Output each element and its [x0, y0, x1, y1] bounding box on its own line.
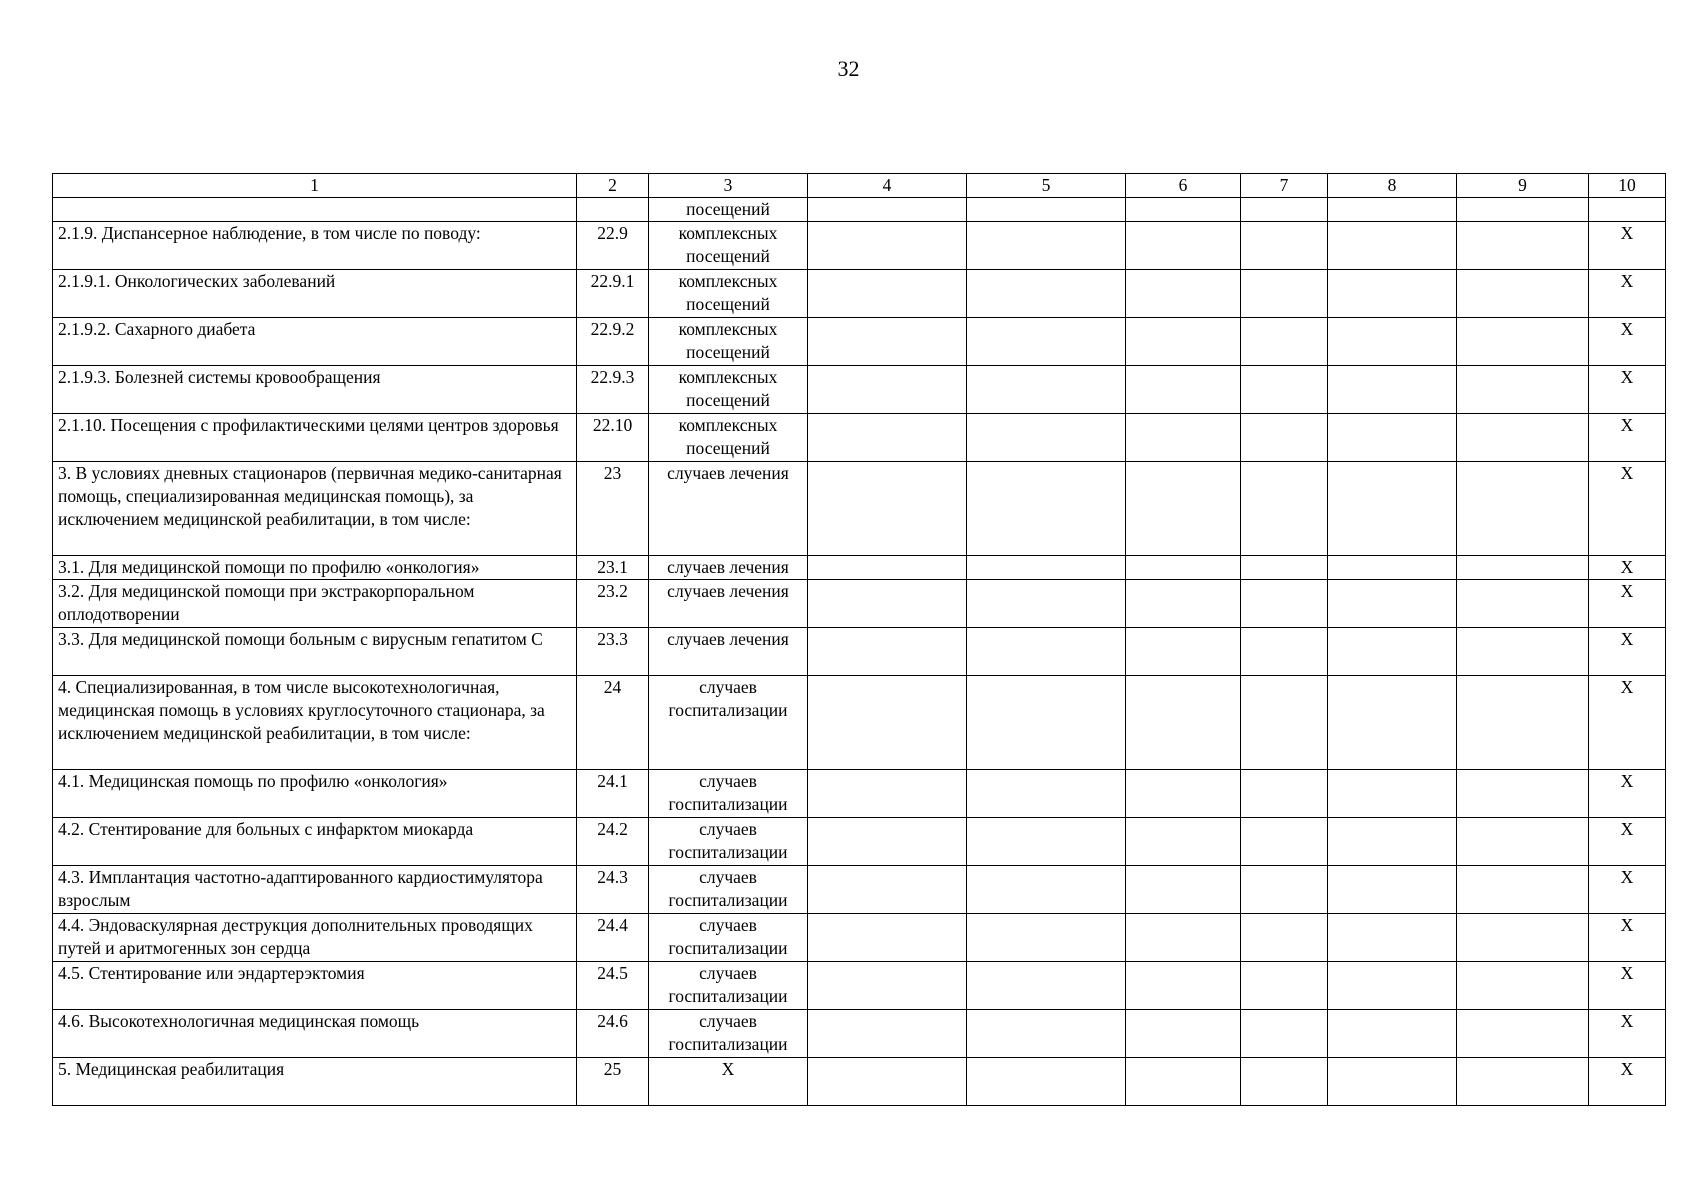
table-cell	[1126, 222, 1241, 270]
row-col10-cell: X	[1589, 222, 1666, 270]
table-cell	[1328, 462, 1457, 556]
row-unit-cell: случаев госпитализации	[649, 914, 808, 962]
table-cell	[808, 414, 967, 462]
table-row	[53, 914, 1666, 962]
row-col10-cell: X	[1589, 414, 1666, 462]
row-col10-cell: X	[1589, 366, 1666, 414]
table-cell	[1457, 628, 1589, 676]
row-name-cell: 4.6. Высокотехнологичная медицинская помощь	[53, 1010, 577, 1058]
table-cell	[1457, 676, 1589, 770]
table-cell	[1328, 962, 1457, 1010]
table-cell	[1126, 580, 1241, 628]
table-cell	[967, 318, 1126, 366]
table-cell	[1241, 962, 1328, 1010]
table-row	[53, 770, 1666, 818]
row-unit-cell: комплексных посещений	[649, 270, 808, 318]
table-cell	[808, 676, 967, 770]
table-cell	[1457, 462, 1589, 556]
table-cell	[808, 628, 967, 676]
table-cell	[1457, 1058, 1589, 1106]
row-code-cell: 22.9.1	[577, 270, 649, 318]
table-cell	[808, 1010, 967, 1058]
row-code-cell: 24.1	[577, 770, 649, 818]
table-cell	[1457, 962, 1589, 1010]
table-cell	[1328, 866, 1457, 914]
table-cell	[1328, 580, 1457, 628]
row-name-cell: 3.2. Для медицинской помощи при экстракорпоральном оплодотворении	[53, 580, 577, 628]
table-cell	[1126, 414, 1241, 462]
row-unit-cell: комплексных посещений	[649, 318, 808, 366]
row-col10-cell: X	[1589, 770, 1666, 818]
row-col10-cell: X	[1589, 318, 1666, 366]
row-col10-cell: X	[1589, 580, 1666, 628]
table-cell	[1241, 462, 1328, 556]
table-cell	[967, 462, 1126, 556]
table-cell	[1328, 770, 1457, 818]
table-cell	[1457, 866, 1589, 914]
table-cell	[967, 366, 1126, 414]
table-cell	[808, 914, 967, 962]
row-name-cell: 4. Специализированная, в том числе высокотехнологичная, медицинская помощь в условиях круглосуточного стационара, за исключением медицинской реабилитации, в том числе:	[53, 676, 577, 770]
table-cell	[1457, 914, 1589, 962]
table-cell	[1241, 198, 1328, 222]
table-cell	[1241, 556, 1328, 580]
table-cell	[1126, 962, 1241, 1010]
row-code-cell: 23	[577, 462, 649, 556]
row-unit-cell: случаев лечения	[649, 556, 808, 580]
table-cell	[1457, 1010, 1589, 1058]
row-name-cell: 5. Медицинская реабилитация	[53, 1058, 577, 1106]
header-cell: 1	[53, 174, 577, 198]
header-cell: 2	[577, 174, 649, 198]
table-cell	[1457, 222, 1589, 270]
table-cell	[1241, 222, 1328, 270]
table-cell	[967, 770, 1126, 818]
table-cell	[1241, 770, 1328, 818]
row-name-cell: 3. В условиях дневных стационаров (первичная медико-санитарная помощь, специализированная медицинская помощь), за исключением медицинской реабилитации, в том числе:	[53, 462, 577, 556]
table-cell	[1241, 366, 1328, 414]
row-name-cell	[53, 198, 577, 222]
row-name-cell: 4.1. Медицинская помощь по профилю «онкология»	[53, 770, 577, 818]
table-cell	[1328, 270, 1457, 318]
table-cell	[1126, 556, 1241, 580]
row-unit-cell: случаев лечения	[649, 580, 808, 628]
table-cell	[1328, 1058, 1457, 1106]
header-cell: 5	[967, 174, 1126, 198]
row-name-cell: 2.1.9. Диспансерное наблюдение, в том числе по поводу:	[53, 222, 577, 270]
table-cell	[808, 866, 967, 914]
table-cell	[1241, 676, 1328, 770]
row-col10-cell: X	[1589, 556, 1666, 580]
table-cell	[1328, 914, 1457, 962]
table-cell	[1457, 580, 1589, 628]
table-cell	[1241, 628, 1328, 676]
table-cell	[1126, 914, 1241, 962]
table-cell	[808, 318, 967, 366]
row-unit-cell: посещений	[649, 198, 808, 222]
table-row	[53, 580, 1666, 628]
table-row	[53, 462, 1666, 556]
table-cell	[1457, 414, 1589, 462]
row-unit-cell: случаев лечения	[649, 628, 808, 676]
table-cell	[1126, 818, 1241, 866]
row-col10-cell: X	[1589, 1058, 1666, 1106]
row-unit-cell: комплексных посещений	[649, 414, 808, 462]
table-cell	[967, 580, 1126, 628]
row-code-cell: 22.9.2	[577, 318, 649, 366]
table-cell	[1457, 556, 1589, 580]
row-unit-cell: комплексных посещений	[649, 366, 808, 414]
table-cell	[1328, 628, 1457, 676]
table-cell	[1126, 1010, 1241, 1058]
table-cell	[1457, 770, 1589, 818]
data-table	[52, 173, 1666, 1106]
table-row	[53, 198, 1666, 222]
table-cell	[808, 818, 967, 866]
table-row	[53, 414, 1666, 462]
row-name-cell: 2.1.9.3. Болезней системы кровообращения	[53, 366, 577, 414]
table-cell	[808, 770, 967, 818]
header-cell: 7	[1241, 174, 1328, 198]
table-cell	[1457, 318, 1589, 366]
table-cell	[1328, 556, 1457, 580]
table-cell	[967, 866, 1126, 914]
table-cell	[1241, 818, 1328, 866]
row-col10-cell: X	[1589, 462, 1666, 556]
row-code-cell: 24.4	[577, 914, 649, 962]
table-cell	[1241, 318, 1328, 366]
table-cell	[1126, 628, 1241, 676]
table-cell	[967, 914, 1126, 962]
table-cell	[808, 1058, 967, 1106]
table-row	[53, 628, 1666, 676]
row-unit-cell: случаев госпитализации	[649, 962, 808, 1010]
table-cell	[1126, 318, 1241, 366]
table-cell	[1328, 366, 1457, 414]
table-cell	[967, 556, 1126, 580]
row-code-cell: 22.10	[577, 414, 649, 462]
table-cell	[1241, 414, 1328, 462]
row-unit-cell: комплексных посещений	[649, 222, 808, 270]
page-number: 32	[837, 56, 860, 81]
row-name-cell: 2.1.9.2. Сахарного диабета	[53, 318, 577, 366]
row-unit-cell: случаев госпитализации	[649, 818, 808, 866]
row-unit-cell: случаев госпитализации	[649, 770, 808, 818]
header-cell: 4	[808, 174, 967, 198]
row-name-cell: 2.1.9.1. Онкологических заболеваний	[53, 270, 577, 318]
table-row	[53, 556, 1666, 580]
table-row	[53, 818, 1666, 866]
table-cell	[967, 198, 1126, 222]
table-cell	[1328, 676, 1457, 770]
table-row	[53, 1010, 1666, 1058]
row-code-cell: 24.3	[577, 866, 649, 914]
table-cell	[808, 270, 967, 318]
header-cell: 10	[1589, 174, 1666, 198]
table-cell	[1328, 198, 1457, 222]
row-col10-cell: X	[1589, 914, 1666, 962]
row-col10-cell: X	[1589, 676, 1666, 770]
row-unit-cell: случаев лечения	[649, 462, 808, 556]
header-row	[53, 174, 1666, 198]
table-cell	[967, 1010, 1126, 1058]
table-cell	[1126, 676, 1241, 770]
table-row	[53, 270, 1666, 318]
table-cell	[1328, 414, 1457, 462]
table-cell	[1241, 914, 1328, 962]
row-name-cell: 4.4. Эндоваскулярная деструкция дополнительных проводящих путей и аритмогенных зон сердца	[53, 914, 577, 962]
table-cell	[967, 414, 1126, 462]
row-unit-cell: случаев госпитализации	[649, 866, 808, 914]
row-col10-cell: X	[1589, 1010, 1666, 1058]
row-name-cell: 2.1.10. Посещения с профилактическими целями центров здоровья	[53, 414, 577, 462]
table-cell	[808, 556, 967, 580]
table-row	[53, 676, 1666, 770]
row-unit-cell: X	[649, 1058, 808, 1106]
row-code-cell: 25	[577, 1058, 649, 1106]
row-code-cell: 22.9	[577, 222, 649, 270]
row-name-cell: 4.5. Стентирование или эндартерэктомия	[53, 962, 577, 1010]
table-row	[53, 366, 1666, 414]
table-cell	[1126, 770, 1241, 818]
table-row	[53, 318, 1666, 366]
row-code-cell: 24.6	[577, 1010, 649, 1058]
table-cell	[967, 628, 1126, 676]
table-cell	[1457, 198, 1589, 222]
table-cell	[808, 580, 967, 628]
table-cell	[1126, 270, 1241, 318]
table-cell	[1328, 222, 1457, 270]
table-cell	[1126, 198, 1241, 222]
table-row	[53, 962, 1666, 1010]
row-unit-cell: случаев госпитализации	[649, 1010, 808, 1058]
table-cell	[808, 366, 967, 414]
row-code-cell: 24.2	[577, 818, 649, 866]
table-cell	[1241, 866, 1328, 914]
table-cell	[967, 222, 1126, 270]
row-col10-cell	[1589, 198, 1666, 222]
row-unit-cell: случаев госпитализации	[649, 676, 808, 770]
table-cell	[1457, 366, 1589, 414]
table-cell	[1126, 866, 1241, 914]
table-cell	[1241, 270, 1328, 318]
table-cell	[1126, 366, 1241, 414]
row-name-cell: 4.3. Имплантация частотно-адаптированного кардиостимулятора взрослым	[53, 866, 577, 914]
row-col10-cell: X	[1589, 962, 1666, 1010]
row-code-cell: 24.5	[577, 962, 649, 1010]
table-cell	[808, 198, 967, 222]
table-cell	[967, 962, 1126, 1010]
row-code-cell: 23.3	[577, 628, 649, 676]
row-code-cell: 23.1	[577, 556, 649, 580]
table-cell	[967, 676, 1126, 770]
table-cell	[1457, 818, 1589, 866]
table-cell	[1241, 1010, 1328, 1058]
table-cell	[1328, 1010, 1457, 1058]
table-cell	[967, 818, 1126, 866]
header-cell: 3	[649, 174, 808, 198]
row-name-cell: 4.2. Стентирование для больных с инфарктом миокарда	[53, 818, 577, 866]
header-cell: 8	[1328, 174, 1457, 198]
table-cell	[1126, 462, 1241, 556]
row-col10-cell: X	[1589, 818, 1666, 866]
table-cell	[1328, 818, 1457, 866]
row-code-cell: 22.9.3	[577, 366, 649, 414]
table-cell	[1126, 1058, 1241, 1106]
header-cell: 9	[1457, 174, 1589, 198]
table-cell	[967, 270, 1126, 318]
table-cell	[808, 222, 967, 270]
table-cell	[967, 1058, 1126, 1106]
table-cell	[1241, 1058, 1328, 1106]
table-cell	[1328, 318, 1457, 366]
table-cell	[808, 962, 967, 1010]
row-code-cell	[577, 198, 649, 222]
row-name-cell: 3.3. Для медицинской помощи больным с вирусным гепатитом С	[53, 628, 577, 676]
header-cell: 6	[1126, 174, 1241, 198]
row-col10-cell: X	[1589, 270, 1666, 318]
table-row	[53, 222, 1666, 270]
row-name-cell: 3.1. Для медицинской помощи по профилю «онкология»	[53, 556, 577, 580]
table-cell	[1457, 270, 1589, 318]
table-cell	[1241, 580, 1328, 628]
row-code-cell: 24	[577, 676, 649, 770]
row-col10-cell: X	[1589, 866, 1666, 914]
table-row	[53, 1058, 1666, 1106]
row-col10-cell: X	[1589, 628, 1666, 676]
table-row	[53, 866, 1666, 914]
table-cell	[808, 462, 967, 556]
row-code-cell: 23.2	[577, 580, 649, 628]
